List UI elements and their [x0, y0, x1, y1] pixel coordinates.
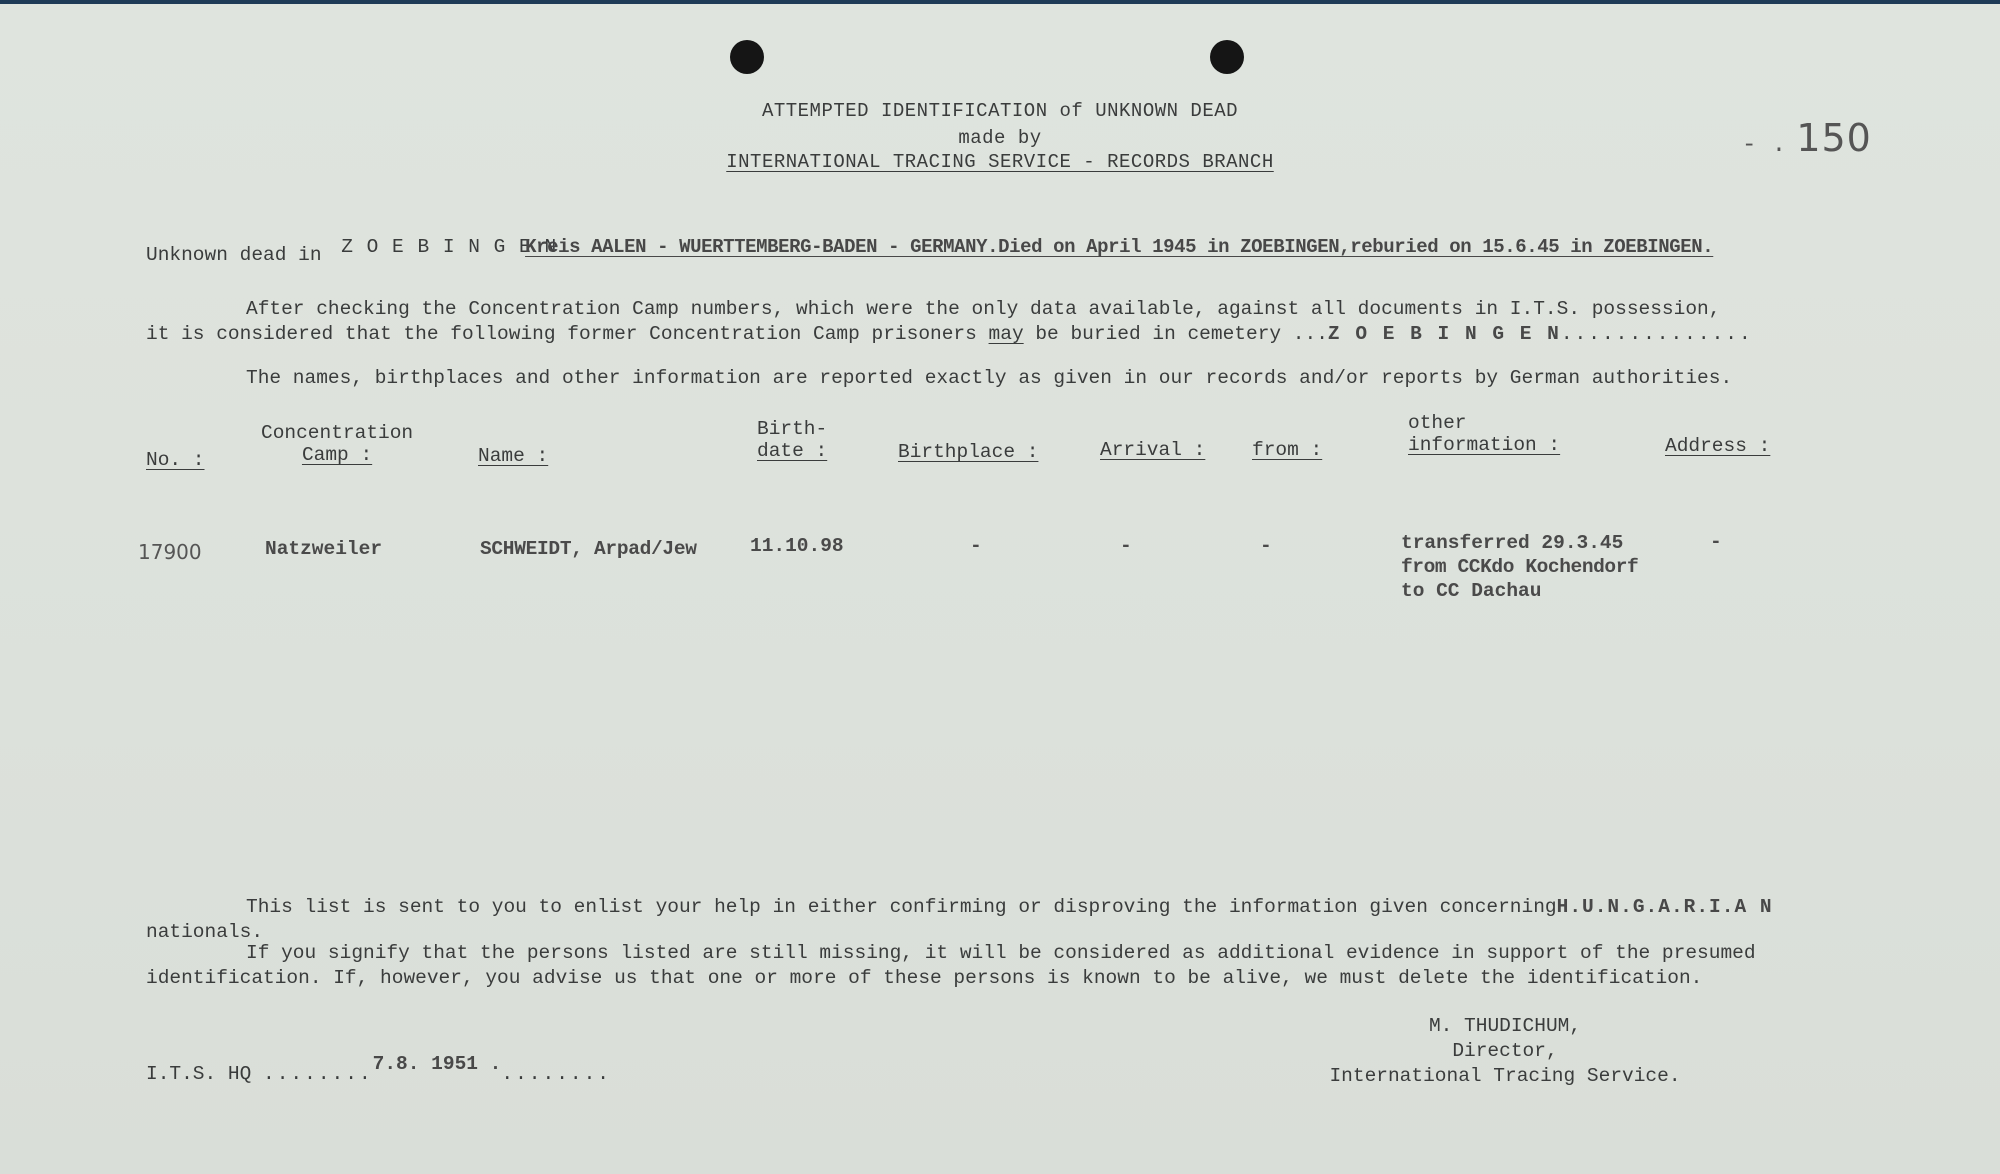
signify-line2: identification. If, however, you advise us that one or more of these persons is known to be alive, we must delete the identification. — [146, 967, 1703, 989]
punch-hole-right — [1210, 40, 1244, 74]
doc-subtitle: made by — [958, 127, 1042, 149]
list-sent-line: This list is sent to you to enlist your help in either confirming or disproving the information given concerningH.U.N.G.A.R.I.A N — [246, 896, 1773, 918]
col-header-address: Address : — [1665, 435, 1771, 457]
row-from: - — [1260, 535, 1272, 557]
checking-para-line2: it is considered that the following former Concentration Camp prisoners may be buried in cemetery ...Z O E B I N G E N.............. — [146, 323, 1753, 345]
names-note: The names, birthplaces and other information are reported exactly as given in our records and/or reports by German authorities. — [246, 367, 1733, 389]
doc-title: ATTEMPTED IDENTIFICATION of UNKNOWN DEAD — [761, 100, 1239, 122]
col-header-name: Name : — [478, 445, 549, 467]
signer-name: M. THUDICHUM, — [1428, 1015, 1582, 1037]
checking-para-line1: After checking the Concentration Camp numbers, which were the only data available, against all documents in I.T.S. possession, — [246, 298, 1721, 320]
col-header-no: No. : — [146, 449, 205, 471]
top-border — [0, 0, 2000, 4]
signature-block — [1290, 1015, 1720, 1087]
signer-title: Director, — [1452, 1040, 1558, 1062]
reference-number: - . 150 — [1742, 116, 1872, 160]
col-header-other: other information : — [1408, 412, 1561, 456]
unknown-dead-line: Unknown dead in Z O E B I N G E N Kreis AALEN - WUERTTEMBERG-BADEN - GERMANY.Died on April 1945 in ZOEBINGEN,reburied on 15.6.45 in ZOEBINGEN. — [146, 236, 1714, 266]
row-camp: Natzweiler — [265, 538, 383, 560]
row-other-line2: from CCKdo Kochendorf — [1401, 556, 1639, 578]
hq-date-line: I.T.S. HQ ........7.8. 1951 ......... — [146, 1053, 612, 1085]
row-address: - — [1710, 531, 1722, 553]
col-header-arrival: Arrival : — [1100, 439, 1206, 461]
col-header-birthplace: Birthplace : — [898, 441, 1039, 463]
hq-date: 7.8. 1951 . — [372, 1053, 502, 1075]
unknown-dead-place: Z O E B I N G E N — [341, 236, 558, 258]
signer-org: International Tracing Service. — [1329, 1065, 1681, 1087]
col-header-camp: Concentration Camp : — [261, 422, 414, 466]
signify-line1: If you signify that the persons listed are still missing, it will be considered as additional evidence in support of the presumed — [246, 942, 1756, 964]
row-birthplace: - — [970, 535, 982, 557]
col-header-from: from : — [1252, 439, 1323, 461]
row-no: 17900 — [138, 540, 202, 564]
col-header-birthdate: Birth- date : — [757, 418, 828, 462]
nationals-line: nationals. — [146, 921, 264, 943]
row-arrival: - — [1120, 535, 1132, 557]
doc-issuer: INTERNATIONAL TRACING SERVICE - RECORDS BRANCH — [726, 151, 1274, 173]
row-other-line1: transferred 29.3.45 — [1401, 532, 1624, 554]
punch-hole-left — [730, 40, 764, 74]
row-birthdate: 11.10.98 — [750, 535, 844, 557]
cemetery-name: Z O E B I N G E N — [1327, 323, 1561, 345]
nationality: H.U.N.G.A.R.I.A N — [1556, 896, 1773, 918]
row-other-line3: to CC Dachau — [1401, 580, 1542, 602]
unknown-dead-details: Kreis AALEN - WUERTTEMBERG-BADEN - GERMANY.Died on April 1945 in ZOEBINGEN,reburied on 15.6.45 in ZOEBINGEN. — [525, 236, 1714, 258]
row-name: SCHWEIDT, Arpad/Jew — [480, 538, 697, 560]
unknown-dead-place-dots — [333, 236, 558, 266]
